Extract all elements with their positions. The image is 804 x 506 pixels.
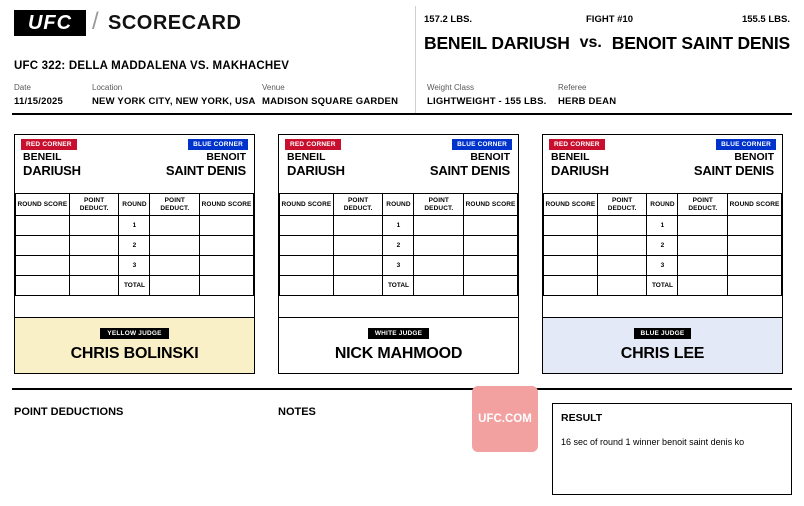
judge-band xyxy=(15,317,254,373)
meta-location xyxy=(92,82,256,107)
meta-date-label: Date xyxy=(14,83,31,92)
judge-band xyxy=(543,317,782,373)
card-blue-fighter xyxy=(430,151,510,177)
cell-blue-deduct-r1[interactable] xyxy=(414,216,464,236)
meta-weight-class-label: Weight Class xyxy=(427,83,474,92)
cell-blue-score-r1[interactable] xyxy=(200,216,254,236)
red-corner-tag: RED CORNER xyxy=(285,139,341,150)
cell-red-score-r2[interactable] xyxy=(16,236,70,256)
cell-red-deduct-r2[interactable] xyxy=(597,236,647,256)
cell-red-score-r3[interactable] xyxy=(280,256,334,276)
score-grid xyxy=(279,193,518,296)
table-row xyxy=(544,256,782,276)
cell-red-score-r3[interactable] xyxy=(544,256,598,276)
table-row-total xyxy=(16,276,254,296)
footer-rule xyxy=(12,388,792,390)
cell-red-total[interactable] xyxy=(280,276,334,296)
cell-red-deduct-r1[interactable] xyxy=(69,216,119,236)
cell-red-score-r1[interactable] xyxy=(544,216,598,236)
cell-red-total-deduct[interactable] xyxy=(69,276,119,296)
cell-blue-score-r2[interactable] xyxy=(200,236,254,256)
card-fighter-names xyxy=(15,149,254,193)
result-label: RESULT xyxy=(561,412,603,424)
blue-fighter-weight: 155.5 LBS. xyxy=(741,14,790,25)
cell-red-deduct-r3[interactable] xyxy=(69,256,119,276)
table-row xyxy=(544,236,782,256)
header-round: ROUND xyxy=(119,194,150,216)
header-blue-point-deduct: POINT DEDUCT. xyxy=(150,194,200,216)
cell-total-label: TOTAL xyxy=(119,276,150,296)
point-deductions-label: POINT DEDUCTIONS xyxy=(14,406,124,418)
cell-round-2: 2 xyxy=(647,236,678,256)
matchup xyxy=(424,30,790,56)
header-rule xyxy=(12,113,792,115)
judge-name: CHRIS BOLINSKI xyxy=(70,345,199,362)
corner-tags xyxy=(543,135,782,149)
cell-blue-score-r3[interactable] xyxy=(728,256,782,276)
cell-blue-deduct-r2[interactable] xyxy=(678,236,728,256)
event-title: UFC 322: DELLA MADDALENA VS. MAKHACHEV xyxy=(14,60,290,72)
meta-date-value: 11/15/2025 xyxy=(14,96,64,107)
result-text: 16 sec of round 1 winner benoit saint denis ko xyxy=(561,437,745,447)
cell-red-score-r3[interactable] xyxy=(16,256,70,276)
cell-total-label: TOTAL xyxy=(647,276,678,296)
notes-label: NOTES xyxy=(278,406,316,418)
cell-round-3: 3 xyxy=(647,256,678,276)
table-row xyxy=(16,216,254,236)
card-red-fighter xyxy=(287,151,345,177)
page-header xyxy=(0,0,804,118)
grid-header-row xyxy=(544,194,782,216)
cell-blue-deduct-r1[interactable] xyxy=(150,216,200,236)
card-blue-fighter xyxy=(166,151,246,177)
judge-name: NICK MAHMOOD xyxy=(334,345,463,362)
cell-red-total[interactable] xyxy=(544,276,598,296)
cell-blue-score-r2[interactable] xyxy=(728,236,782,256)
card-fighter-names xyxy=(279,149,518,193)
header-blue-round-score: ROUND SCORE xyxy=(464,194,518,216)
cell-blue-total-deduct[interactable] xyxy=(414,276,464,296)
cell-round-2: 2 xyxy=(383,236,414,256)
card-red-last: DARIUSH xyxy=(287,163,345,178)
cell-blue-total[interactable] xyxy=(200,276,254,296)
meta-referee xyxy=(558,82,616,107)
judge-tag: WHITE JUDGE xyxy=(368,328,429,339)
table-row xyxy=(16,236,254,256)
corner-tags xyxy=(15,135,254,149)
header-red-round-score: ROUND SCORE xyxy=(280,194,334,216)
card-red-fighter xyxy=(551,151,609,177)
cell-red-score-r2[interactable] xyxy=(544,236,598,256)
cell-round-2: 2 xyxy=(119,236,150,256)
card-red-first: BENEIL xyxy=(23,151,62,163)
header-divider xyxy=(415,6,416,114)
cell-blue-score-r1[interactable] xyxy=(728,216,782,236)
card-blue-last: SAINT DENIS xyxy=(165,163,246,178)
card-red-first: BENEIL xyxy=(551,151,590,163)
cell-red-score-r1[interactable] xyxy=(280,216,334,236)
cell-blue-total[interactable] xyxy=(464,276,518,296)
grid-header-row xyxy=(280,194,518,216)
meta-weight-class xyxy=(427,82,546,107)
scorecard-blue-judge xyxy=(542,134,783,374)
cell-red-deduct-r1[interactable] xyxy=(597,216,647,236)
score-grid xyxy=(543,193,782,296)
header-red-point-deduct: POINT DEDUCT. xyxy=(69,194,119,216)
red-fighter-weight: 157.2 LBS. xyxy=(424,14,473,25)
judge-tag: BLUE JUDGE xyxy=(634,328,692,339)
vs-label: vs. xyxy=(579,34,602,51)
red-fighter-name: BENEIL DARIUSH xyxy=(424,32,570,53)
header-red-round-score: ROUND SCORE xyxy=(16,194,70,216)
header-round: ROUND xyxy=(383,194,414,216)
meta-location-label: Location xyxy=(92,83,123,92)
cell-blue-deduct-r2[interactable] xyxy=(150,236,200,256)
card-red-last: DARIUSH xyxy=(23,163,81,178)
scorecard-white-judge xyxy=(278,134,519,374)
cell-red-deduct-r1[interactable] xyxy=(333,216,383,236)
cell-blue-deduct-r3[interactable] xyxy=(678,256,728,276)
header-blue-round-score: ROUND SCORE xyxy=(200,194,254,216)
ufc-logo: UFC xyxy=(14,10,86,36)
cell-blue-score-r3[interactable] xyxy=(464,256,518,276)
table-row-total xyxy=(544,276,782,296)
card-red-last: DARIUSH xyxy=(551,163,609,178)
cell-red-deduct-r2[interactable] xyxy=(69,236,119,256)
meta-venue xyxy=(262,82,398,107)
page-title: SCORECARD xyxy=(108,12,242,34)
cell-total-label: TOTAL xyxy=(383,276,414,296)
cell-round-1: 1 xyxy=(647,216,678,236)
blue-fighter-name: BENOIT SAINT DENIS xyxy=(611,32,790,53)
cell-blue-deduct-r3[interactable] xyxy=(414,256,464,276)
header-red-point-deduct: POINT DEDUCT. xyxy=(597,194,647,216)
red-corner-tag: RED CORNER xyxy=(21,139,77,150)
meta-date xyxy=(14,82,63,107)
header-red-round-score: ROUND SCORE xyxy=(544,194,598,216)
blue-corner-tag: BLUE CORNER xyxy=(716,139,776,150)
card-blue-last: SAINT DENIS xyxy=(429,163,510,178)
cell-red-deduct-r2[interactable] xyxy=(333,236,383,256)
cell-blue-score-r1[interactable] xyxy=(464,216,518,236)
header-blue-point-deduct: POINT DEDUCT. xyxy=(414,194,464,216)
card-blue-fighter xyxy=(694,151,774,177)
meta-referee-label: Referee xyxy=(558,83,587,92)
red-corner-tag: RED CORNER xyxy=(549,139,605,150)
result-box xyxy=(552,403,792,495)
cell-round-1: 1 xyxy=(119,216,150,236)
table-row xyxy=(280,256,518,276)
cell-red-score-r2[interactable] xyxy=(280,236,334,256)
judge-tag: YELLOW JUDGE xyxy=(100,328,168,339)
cell-blue-score-r3[interactable] xyxy=(200,256,254,276)
cell-blue-score-r2[interactable] xyxy=(464,236,518,256)
blue-corner-tag: BLUE CORNER xyxy=(452,139,512,150)
header-blue-round-score: ROUND SCORE xyxy=(728,194,782,216)
meta-weight-class-value: LIGHTWEIGHT - 155 LBS. xyxy=(427,96,547,107)
scorecard-yellow-judge xyxy=(14,134,255,374)
meta-venue-label: Venue xyxy=(262,83,285,92)
table-row xyxy=(544,216,782,236)
cell-round-1: 1 xyxy=(383,216,414,236)
grid-header-row xyxy=(16,194,254,216)
cell-red-deduct-r3[interactable] xyxy=(333,256,383,276)
corner-tags xyxy=(279,135,518,149)
card-blue-first: BENOIT xyxy=(734,151,774,163)
judge-name: CHRIS LEE xyxy=(620,345,705,362)
cell-red-total[interactable] xyxy=(16,276,70,296)
table-row xyxy=(16,256,254,276)
card-blue-last: SAINT DENIS xyxy=(693,163,774,178)
cell-round-3: 3 xyxy=(383,256,414,276)
table-row xyxy=(280,216,518,236)
header-blue-point-deduct: POINT DEDUCT. xyxy=(678,194,728,216)
header-round: ROUND xyxy=(647,194,678,216)
meta-location-value: NEW YORK CITY, NEW YORK, USA xyxy=(92,96,256,107)
judge-band xyxy=(279,317,518,373)
cell-red-deduct-r3[interactable] xyxy=(597,256,647,276)
header-red-point-deduct: POINT DEDUCT. xyxy=(333,194,383,216)
logo-divider: / xyxy=(92,8,99,35)
score-grid xyxy=(15,193,254,296)
card-blue-first: BENOIT xyxy=(470,151,510,163)
card-blue-first: BENOIT xyxy=(206,151,246,163)
cell-blue-deduct-r3[interactable] xyxy=(150,256,200,276)
cell-red-total-deduct[interactable] xyxy=(333,276,383,296)
cell-blue-deduct-r2[interactable] xyxy=(414,236,464,256)
ufc-com-watermark: UFC.COM xyxy=(472,386,538,452)
cell-blue-total-deduct[interactable] xyxy=(150,276,200,296)
card-fighter-names xyxy=(543,149,782,193)
meta-referee-value: HERB DEAN xyxy=(558,96,617,107)
table-row xyxy=(280,236,518,256)
cell-red-total-deduct[interactable] xyxy=(597,276,647,296)
blue-corner-tag: BLUE CORNER xyxy=(188,139,248,150)
cell-blue-total[interactable] xyxy=(728,276,782,296)
cell-blue-total-deduct[interactable] xyxy=(678,276,728,296)
table-row-total xyxy=(280,276,518,296)
cell-blue-deduct-r1[interactable] xyxy=(678,216,728,236)
meta-venue-value: MADISON SQUARE GARDEN xyxy=(262,96,399,107)
card-red-fighter xyxy=(23,151,81,177)
fight-number: FIGHT #10 xyxy=(586,14,633,25)
cell-red-score-r1[interactable] xyxy=(16,216,70,236)
cell-round-3: 3 xyxy=(119,256,150,276)
card-red-first: BENEIL xyxy=(287,151,326,163)
